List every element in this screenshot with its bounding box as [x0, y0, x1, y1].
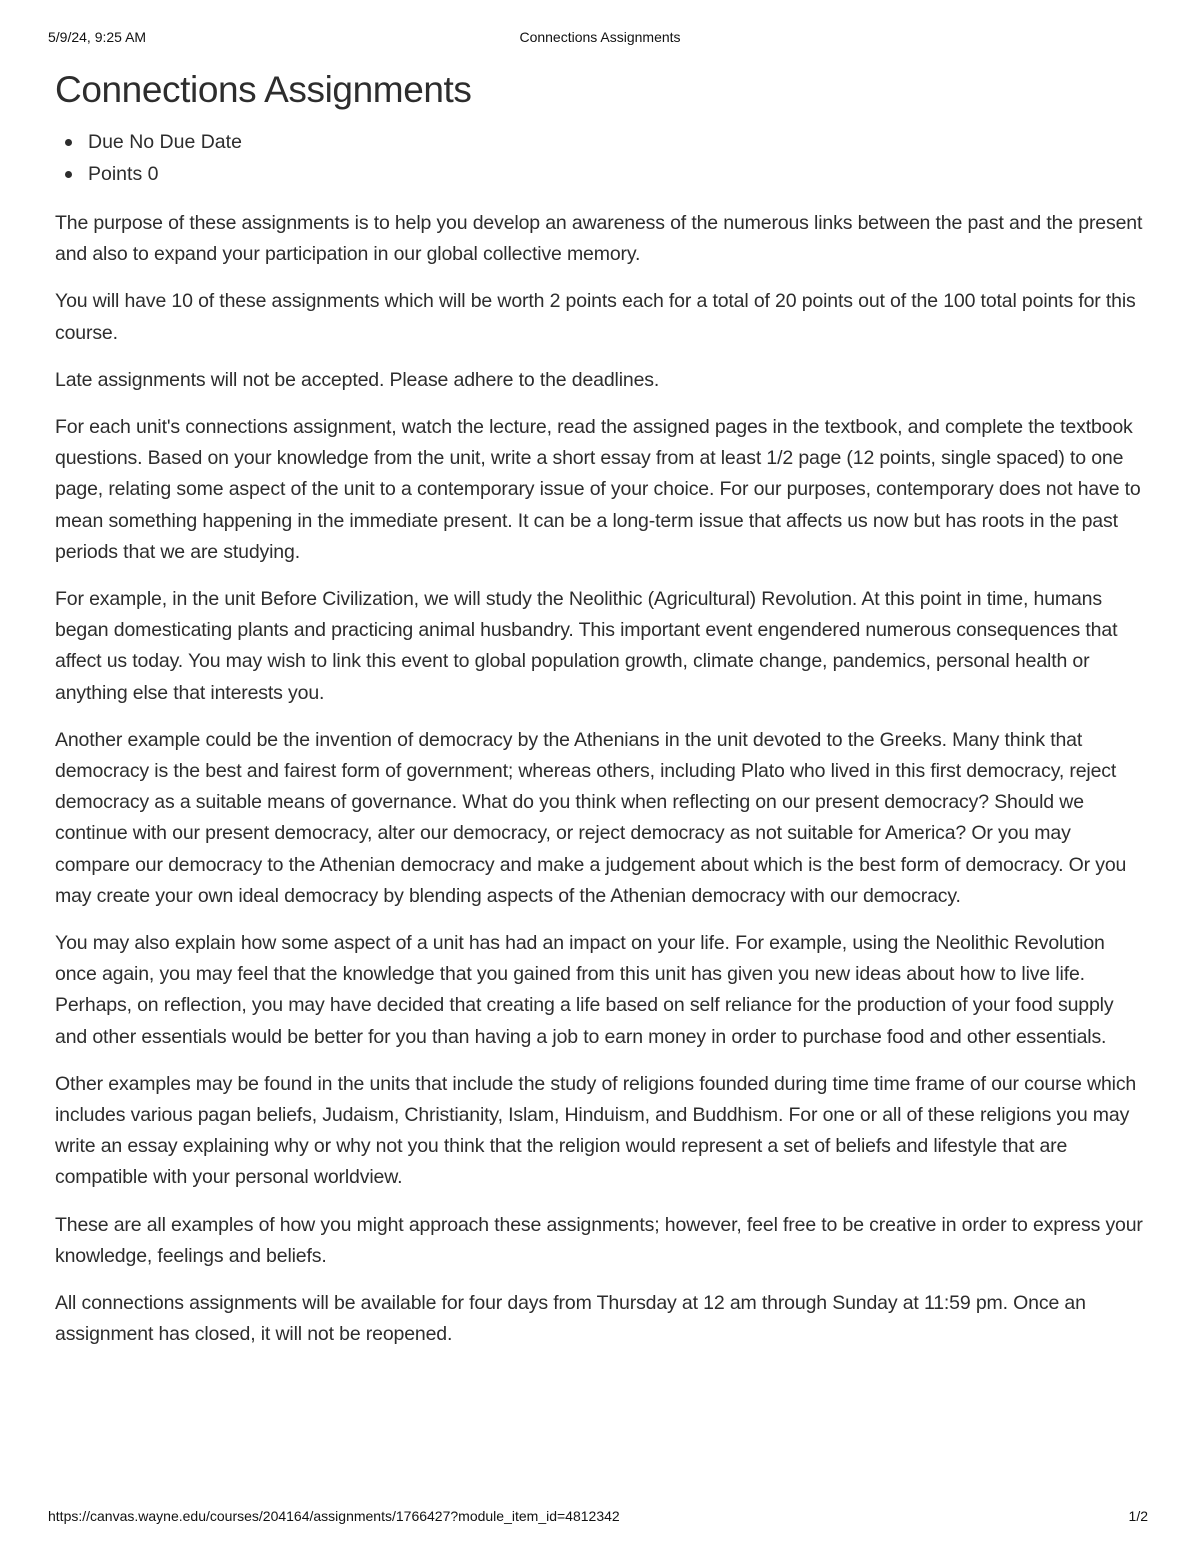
print-header	[48, 29, 1152, 47]
assignment-title: Connections Assignments	[55, 69, 472, 110]
description-paragraph-example-democracy: Another example could be the invention of democracy by the Athenians in the unit devoted to the Greeks. Many think that democracy is the best and fairest form of government; whereas others, including Plato who lived in this first democracy, reject democracy as a suitable means of governance. What do you think when reflecting on our present democracy? Should we continue with our present democracy, alter our democracy, or reject democracy as not suitable for America? Or you may compare our democracy to the Athenian democracy and make a judgement about which is the best form of democracy. Or you may create your own ideal democracy by blending aspects of the Athenian democracy with our democracy.	[55, 728, 1127, 907]
bullet-icon	[65, 139, 72, 146]
bullet-icon	[65, 171, 72, 178]
page-number: 1/2	[1128, 1508, 1148, 1524]
points-item	[88, 158, 1147, 190]
assignment-content	[55, 66, 1147, 1367]
description-paragraph-instructions: For each unit's connections assignment, watch the lecture, read the assigned pages in the textbook, and complete the textbook questions. Based on your knowledge from the unit, write a short essay from at least 1/2 page (12 points, single spaced) to one page, relating some aspect of the unit to a contemporary issue of your choice. For our purposes, contemporary does not have to mean something happening in the immediate present. It can be a long-term issue that affects us now but has roots in the past periods that we are studying.	[55, 416, 1141, 563]
assignment-description	[55, 208, 1147, 1351]
description-paragraph-religions: Other examples may be found in the units that include the study of religions founded during time time frame of our course which includes various pagan beliefs, Judaism, Christianity, Islam, Hinduism, and Buddhism. For one or all of these religions you may write an essay explaining why or why not you think that the religion would represent a set of beliefs and lifestyle that are compatible with your personal worldview.	[55, 1072, 1137, 1189]
description-paragraph-availability: All connections assignments will be available for four days from Thursday at 12 am through Sunday at 11:59 pm. Once an assignment has closed, it will not be reopened.	[55, 1292, 1086, 1346]
assignment-meta-list	[55, 126, 1147, 190]
description-paragraph-purpose: The purpose of these assignments is to help you develop an awareness of the numerous links between the past and the present and also to expand your participation in our global collective memory.	[55, 212, 1143, 266]
print-url: https://canvas.wayne.edu/courses/204164/assignments/1766427?module_item_id=4812342	[48, 1508, 620, 1524]
print-page-title: Connections Assignments	[519, 29, 681, 45]
points-text: Points 0	[88, 163, 159, 185]
description-paragraph-example-neolithic: For example, in the unit Before Civilization, we will study the Neolithic (Agricultural) Revolution. At this point in time, humans began domesticating plants and practicing animal husbandry. This important event engendered numerous consequences that affect us today. You may wish to link this event to global population growth, climate change, pandemics, personal health or anything else that interests you.	[55, 588, 1118, 704]
print-datetime: 5/9/24, 9:25 AM	[48, 29, 147, 45]
description-paragraph-creativity: These are all examples of how you might approach these assignments; however, feel free to be creative in order to express your knowledge, feelings and beliefs.	[55, 1213, 1143, 1267]
description-paragraph-points: You will have 10 of these assignments which will be worth 2 points each for a total of 20 points out of the 100 total points for this course.	[55, 290, 1136, 344]
description-paragraph-late-policy: Late assignments will not be accepted. Please adhere to the deadlines.	[55, 368, 660, 391]
print-footer	[48, 1508, 1148, 1526]
description-paragraph-personal-impact: You may also explain how some aspect of a unit has had an impact on your life. For example, using the Neolithic Revolution once again, you may feel that the knowledge that you gained from this unit has given you new ideas about how to live life. Perhaps, on reflection, you may have decided that creating a life based on self reliance for the production of your food supply and other essentials would be better for you than having a job to earn money in order to purchase food and other essentials.	[55, 932, 1114, 1048]
due-date-item	[88, 126, 1147, 158]
due-date-text: Due No Due Date	[88, 131, 242, 153]
